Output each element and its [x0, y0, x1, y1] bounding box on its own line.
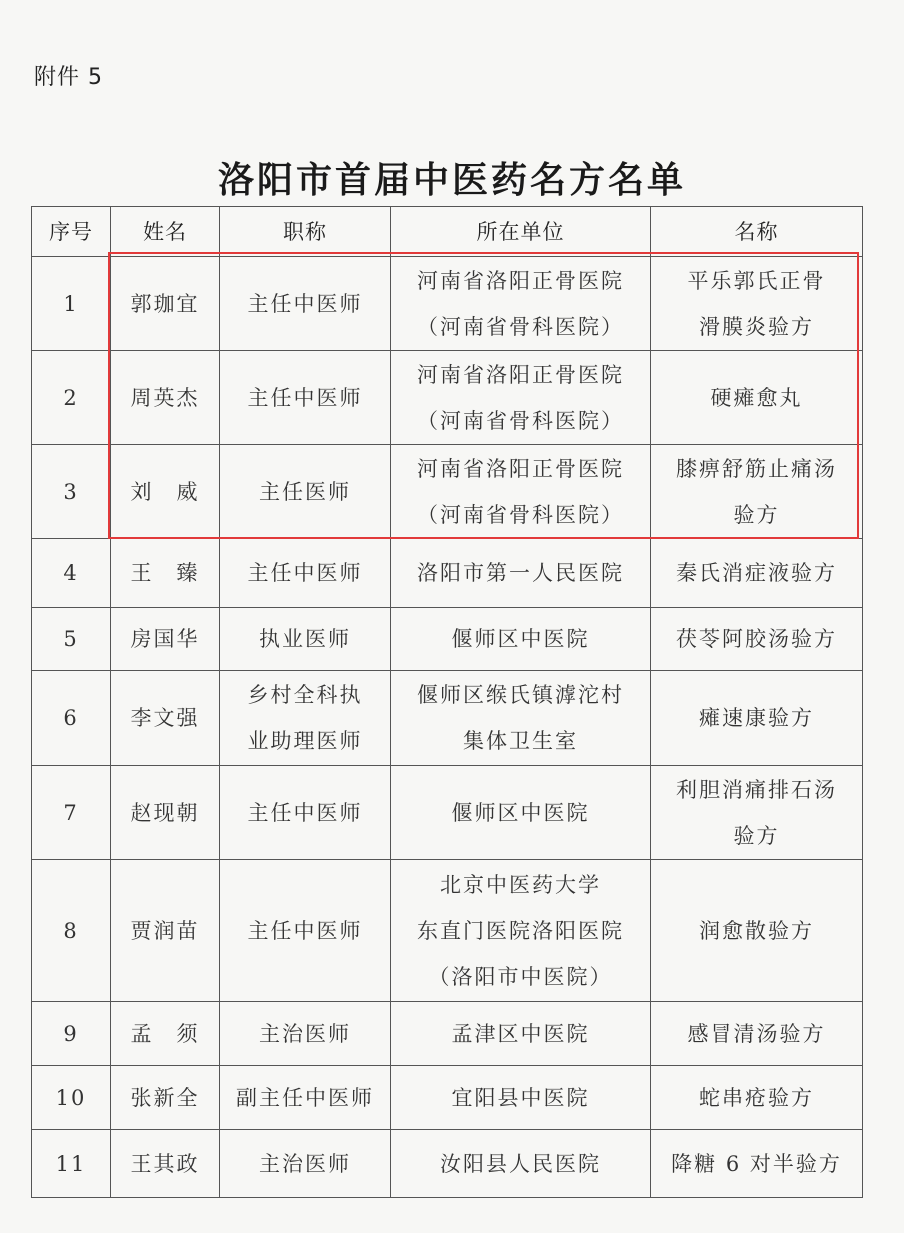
cell-formula-line: 验方: [733, 823, 780, 848]
cell-unit-line: 洛阳市第一人民医院: [417, 561, 624, 585]
table-row: [32, 860, 863, 1002]
cell-unit-line: 集体卫生室: [463, 729, 578, 753]
cell-formula: [651, 671, 863, 766]
cell-formula-line: 感冒清汤验方: [687, 1021, 826, 1046]
cell-formula: [651, 539, 863, 608]
cell-serial: 7: [32, 766, 111, 860]
cell-name: 周英杰: [111, 351, 220, 445]
header-name: 姓名: [111, 207, 220, 257]
cell-serial: 4: [32, 539, 111, 608]
cell-unit-line: 孟津区中医院: [451, 1021, 590, 1046]
cell-title: [220, 608, 391, 671]
header-serial: 序号: [32, 207, 111, 257]
cell-title-line: 副主任中医师: [236, 1085, 374, 1110]
cell-title: [220, 766, 391, 860]
cell-formula: [651, 608, 863, 671]
cell-formula: [651, 1066, 863, 1130]
cell-name: 贾润苗: [111, 860, 220, 1002]
table-row: [32, 351, 863, 445]
cell-unit: [391, 608, 651, 671]
cell-unit-line: 宜阳县中医院: [451, 1085, 590, 1110]
cell-unit-line: 偃师区缑氏镇滹沱村: [417, 683, 624, 707]
cell-unit: [391, 351, 651, 445]
cell-serial: 3: [32, 445, 111, 539]
cell-title-line: 乡村全科执: [247, 683, 363, 707]
cell-unit: [391, 1130, 651, 1198]
attachment-label: 附件 5: [34, 65, 103, 90]
header-unit: 所在单位: [391, 207, 651, 257]
cell-unit: [391, 1066, 651, 1130]
cell-serial: 2: [32, 351, 111, 445]
cell-title: [220, 1130, 391, 1198]
cell-title: [220, 257, 391, 351]
cell-formula-line: 膝痹舒筋止痛汤: [676, 456, 837, 481]
table-row: [32, 671, 863, 766]
cell-title-line: 主任中医师: [247, 291, 363, 316]
cell-unit-line: 北京中医药大学: [440, 872, 601, 897]
cell-formula-line: 硬瘫愈丸: [710, 385, 803, 410]
cell-unit: [391, 257, 651, 351]
cell-title-line: 主任中医师: [247, 918, 363, 943]
cell-title-line: 主治医师: [259, 1151, 351, 1176]
cell-unit-line: 偃师区中医院: [451, 627, 590, 651]
roster-body: [32, 257, 863, 1198]
table-row: [32, 1002, 863, 1066]
cell-formula: [651, 257, 863, 351]
cell-unit-line: （河南省骨科医院）: [417, 408, 624, 433]
cell-unit: [391, 671, 651, 766]
cell-formula: [651, 445, 863, 539]
table-row: [32, 608, 863, 671]
table-row: [32, 539, 863, 608]
cell-name: 房国华: [111, 608, 220, 671]
cell-title: [220, 351, 391, 445]
cell-title-line: 执业医师: [259, 627, 351, 651]
cell-name: 李文强: [111, 671, 220, 766]
cell-name: 王其政: [111, 1130, 220, 1198]
cell-title-line: 主任中医师: [247, 385, 363, 410]
cell-unit: [391, 445, 651, 539]
cell-formula: [651, 1002, 863, 1066]
cell-formula-line: 利胆消痛排石汤: [676, 777, 837, 802]
cell-unit-line: （河南省骨科医院）: [417, 314, 624, 339]
cell-unit-line: （洛阳市中医院）: [428, 964, 613, 989]
header-formula: 名称: [651, 207, 863, 257]
cell-serial: 11: [32, 1130, 111, 1198]
cell-title: [220, 671, 391, 766]
cell-formula: [651, 1130, 863, 1198]
table-row: [32, 257, 863, 351]
cell-formula: [651, 766, 863, 860]
cell-unit-line: （河南省骨科医院）: [417, 502, 624, 527]
cell-formula-line: 润愈散验方: [699, 918, 814, 943]
cell-name: 刘 威: [111, 445, 220, 539]
cell-formula-line: 蛇串疮验方: [699, 1085, 814, 1110]
header-row: [32, 207, 863, 257]
cell-serial: 5: [32, 608, 111, 671]
cell-serial: 6: [32, 671, 111, 766]
cell-unit-line: 河南省洛阳正骨医院: [417, 456, 624, 481]
cell-name: 郭珈宜: [111, 257, 220, 351]
cell-formula: [651, 351, 863, 445]
cell-unit: [391, 860, 651, 1002]
table-row: [32, 445, 863, 539]
cell-formula-line: 秦氏消症液验方: [676, 561, 837, 585]
cell-name: 王 臻: [111, 539, 220, 608]
cell-unit-line: 偃师区中医院: [451, 800, 590, 825]
cell-unit: [391, 766, 651, 860]
cell-unit-line: 汝阳县人民医院: [440, 1151, 601, 1176]
roster-table: [31, 206, 863, 1198]
cell-formula-line: 茯苓阿胶汤验方: [676, 627, 837, 651]
cell-title: [220, 1002, 391, 1066]
table-row: [32, 1066, 863, 1130]
cell-serial: 8: [32, 860, 111, 1002]
cell-formula-line: 降糖 6 对半验方: [671, 1151, 842, 1176]
cell-name: 孟 须: [111, 1002, 220, 1066]
cell-unit: [391, 539, 651, 608]
cell-unit-line: 河南省洛阳正骨医院: [417, 268, 624, 293]
cell-unit-line: 河南省洛阳正骨医院: [417, 362, 624, 387]
cell-formula-line: 滑膜炎验方: [699, 314, 814, 339]
cell-title-line: 主任中医师: [247, 800, 363, 825]
cell-title: [220, 539, 391, 608]
cell-name: 张新全: [111, 1066, 220, 1130]
table-row: [32, 766, 863, 860]
cell-serial: 9: [32, 1002, 111, 1066]
cell-formula: [651, 860, 863, 1002]
cell-title: [220, 1066, 391, 1130]
cell-formula-line: 平乐郭氏正骨: [687, 268, 826, 293]
document-title: 洛阳市首届中医药名方名单: [217, 160, 686, 201]
cell-unit-line: 东直门医院洛阳医院: [417, 918, 624, 943]
cell-serial: 10: [32, 1066, 111, 1130]
cell-title-line: 业助理医师: [247, 729, 363, 753]
cell-serial: 1: [32, 257, 111, 351]
cell-formula-line: 瘫速康验方: [699, 706, 814, 730]
cell-title: [220, 860, 391, 1002]
header-title: 职称: [220, 207, 391, 257]
table-row: [32, 1130, 863, 1198]
cell-unit: [391, 1002, 651, 1066]
cell-name: 赵现朝: [111, 766, 220, 860]
cell-title-line: 主任中医师: [247, 561, 363, 585]
cell-title: [220, 445, 391, 539]
cell-title-line: 主任医师: [259, 479, 351, 504]
cell-title-line: 主治医师: [259, 1021, 351, 1046]
cell-formula-line: 验方: [733, 502, 780, 527]
